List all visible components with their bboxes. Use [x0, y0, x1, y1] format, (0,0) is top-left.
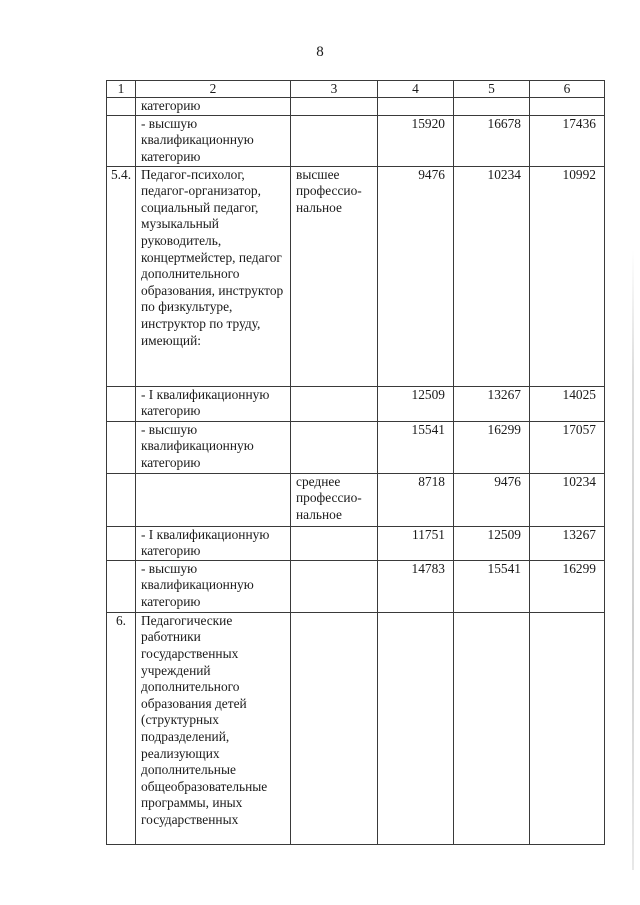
- row-index: [107, 98, 136, 116]
- row-index: [107, 560, 136, 612]
- row-value-6: 10234: [530, 473, 605, 526]
- row-education: [291, 526, 378, 560]
- row-index: [107, 386, 136, 421]
- row-education: [291, 560, 378, 612]
- table-row: [107, 166, 605, 386]
- row-value-5: 10234: [454, 166, 530, 386]
- row-value-6: 17057: [530, 421, 605, 473]
- row-value-4: 15541: [378, 421, 454, 473]
- row-index: [107, 115, 136, 166]
- row-value-5: 9476: [454, 473, 530, 526]
- row-value-4: 12509: [378, 386, 454, 421]
- row-item: - I квалификационную категорию: [136, 526, 291, 560]
- table-row: [107, 560, 605, 612]
- row-index: [107, 526, 136, 560]
- row-education: высшее профессио-нальное: [291, 166, 378, 386]
- row-value-4: [378, 612, 454, 844]
- row-education: среднее профессио-нальное: [291, 473, 378, 526]
- row-item: - высшую квалификационную категорию: [136, 560, 291, 612]
- row-education: [291, 98, 378, 116]
- row-value-5: 16299: [454, 421, 530, 473]
- table-row: [107, 386, 605, 421]
- row-index: [107, 473, 136, 526]
- header-cell-6: 6: [530, 81, 605, 98]
- row-value-5: [454, 98, 530, 116]
- row-value-5: 12509: [454, 526, 530, 560]
- row-value-4: 14783: [378, 560, 454, 612]
- row-index: 6.: [107, 612, 136, 844]
- header-cell-1: 1: [107, 81, 136, 98]
- scan-edge-shadow: [632, 250, 634, 870]
- row-item: Педагогические работники государственных учреждений дополнительного образования детей (структурных подразделений, реализующих дополнительные общеобразовательные программы, иных государственных: [136, 612, 291, 844]
- row-value-5: 16678: [454, 115, 530, 166]
- header-cell-3: 3: [291, 81, 378, 98]
- row-education: [291, 115, 378, 166]
- row-value-5: 15541: [454, 560, 530, 612]
- table-header-row: [107, 81, 605, 98]
- row-value-4: [378, 98, 454, 116]
- row-value-4: 11751: [378, 526, 454, 560]
- row-item: Педагог-психолог, педагог-организатор, социальный педагог, музыкальный руководитель, концертмейстер, педагог дополнительного образования, инструктор по физкультуре, инструктор по труду, имеющий:: [136, 166, 291, 386]
- header-cell-5: 5: [454, 81, 530, 98]
- row-value-4: 15920: [378, 115, 454, 166]
- table-row: [107, 421, 605, 473]
- row-value-6: 16299: [530, 560, 605, 612]
- row-item: категорию: [136, 98, 291, 116]
- row-value-6: 14025: [530, 386, 605, 421]
- salary-table: [106, 80, 605, 845]
- row-item: [136, 473, 291, 526]
- table-row: [107, 115, 605, 166]
- row-education: [291, 612, 378, 844]
- table-row: [107, 526, 605, 560]
- row-index: 5.4.: [107, 166, 136, 386]
- row-education: [291, 386, 378, 421]
- table-row: [107, 612, 605, 844]
- row-value-6: 10992: [530, 166, 605, 386]
- table-row: [107, 98, 605, 116]
- header-cell-4: 4: [378, 81, 454, 98]
- page-number: 8: [316, 44, 324, 60]
- row-value-5: [454, 612, 530, 844]
- header-cell-2: 2: [136, 81, 291, 98]
- row-value-6: 13267: [530, 526, 605, 560]
- row-index: [107, 421, 136, 473]
- row-value-4: 9476: [378, 166, 454, 386]
- row-value-4: 8718: [378, 473, 454, 526]
- table-row: [107, 473, 605, 526]
- row-item: - высшую квалификационную категорию: [136, 421, 291, 473]
- row-item: - высшую квалификационную категорию: [136, 115, 291, 166]
- row-value-5: 13267: [454, 386, 530, 421]
- row-education: [291, 421, 378, 473]
- row-item: - I квалификационную категорию: [136, 386, 291, 421]
- row-value-6: 17436: [530, 115, 605, 166]
- row-value-6: [530, 98, 605, 116]
- row-value-6: [530, 612, 605, 844]
